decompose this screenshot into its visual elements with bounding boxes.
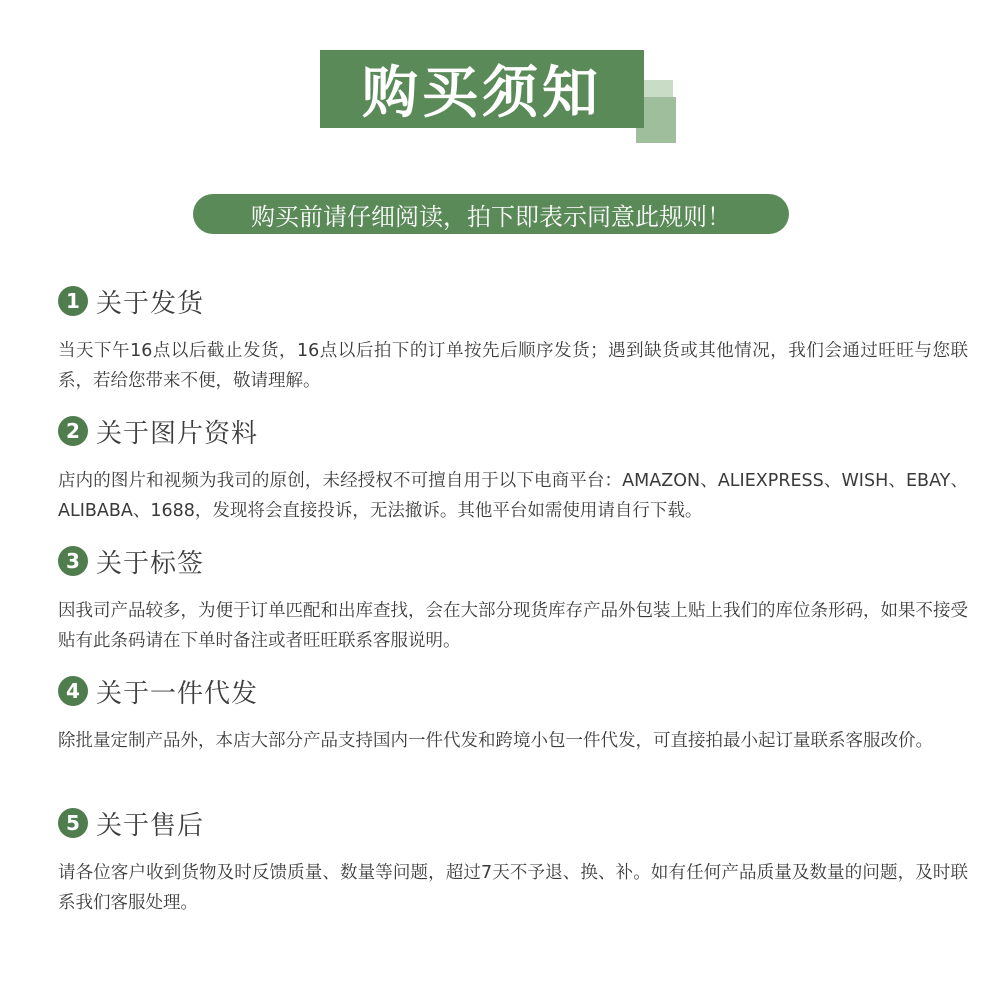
- section-dropshipping: [58, 674, 968, 756]
- title-banner: [320, 50, 680, 150]
- section-heading: [58, 284, 968, 318]
- section-images: [58, 414, 968, 526]
- number-badge-5: 5: [58, 808, 88, 838]
- section-heading: [58, 544, 968, 578]
- section-title-labels: 关于标签: [96, 548, 205, 579]
- section-title-shipping: 关于发货: [96, 288, 205, 319]
- section-title-images: 关于图片资料: [96, 418, 259, 449]
- section-body-labels: 因我司产品较多，为便于订单匹配和出库查找，会在大部分现货库存产品外包装上贴上我们的库位条形码，如果不接受贴有此条码请在下单时备注或者旺旺联系客服说明。: [58, 601, 968, 651]
- number-badge-2: 2: [58, 416, 88, 446]
- section-title-dropshipping: 关于一件代发: [96, 678, 259, 709]
- section-heading: [58, 674, 968, 708]
- section-shipping: [58, 284, 968, 396]
- number-badge-3: 3: [58, 546, 88, 576]
- number-badge-4: 4: [58, 676, 88, 706]
- notice-banner: 购买前请仔细阅读，拍下即表示同意此规则！: [193, 194, 789, 234]
- page-title: 购买须知: [320, 50, 644, 128]
- section-body-images: 店内的图片和视频为我司的原创，未经授权不可擅自用于以下电商平台：AMAZON、ALIEXPRESS、WISH、EBAY、ALIBABA、1688，发现将会直接投诉，无法撤诉。其他平台如需使用请自行下载。: [58, 471, 968, 521]
- section-body-aftersales: 请各位客户收到货物及时反馈质量、数量等问题，超过7天不予退、换、补。如有任何产品质量及数量的问题，及时联系我们客服处理。: [58, 863, 968, 913]
- section-title-aftersales: 关于售后: [96, 810, 205, 841]
- number-badge-1: 1: [58, 286, 88, 316]
- section-body-shipping: 当天下午16点以后截止发货，16点以后拍下的订单按先后顺序发货；遇到缺货或其他情况，我们会通过旺旺与您联系，若给您带来不便，敬请理解。: [58, 341, 968, 391]
- section-body-dropshipping: 除批量定制产品外，本店大部分产品支持国内一件代发和跨境小包一件代发，可直接拍最小起订量联系客服改价。: [58, 731, 933, 751]
- section-heading: [58, 414, 968, 448]
- section-labels: [58, 544, 968, 656]
- section-aftersales: [58, 806, 968, 918]
- section-heading: [58, 806, 968, 840]
